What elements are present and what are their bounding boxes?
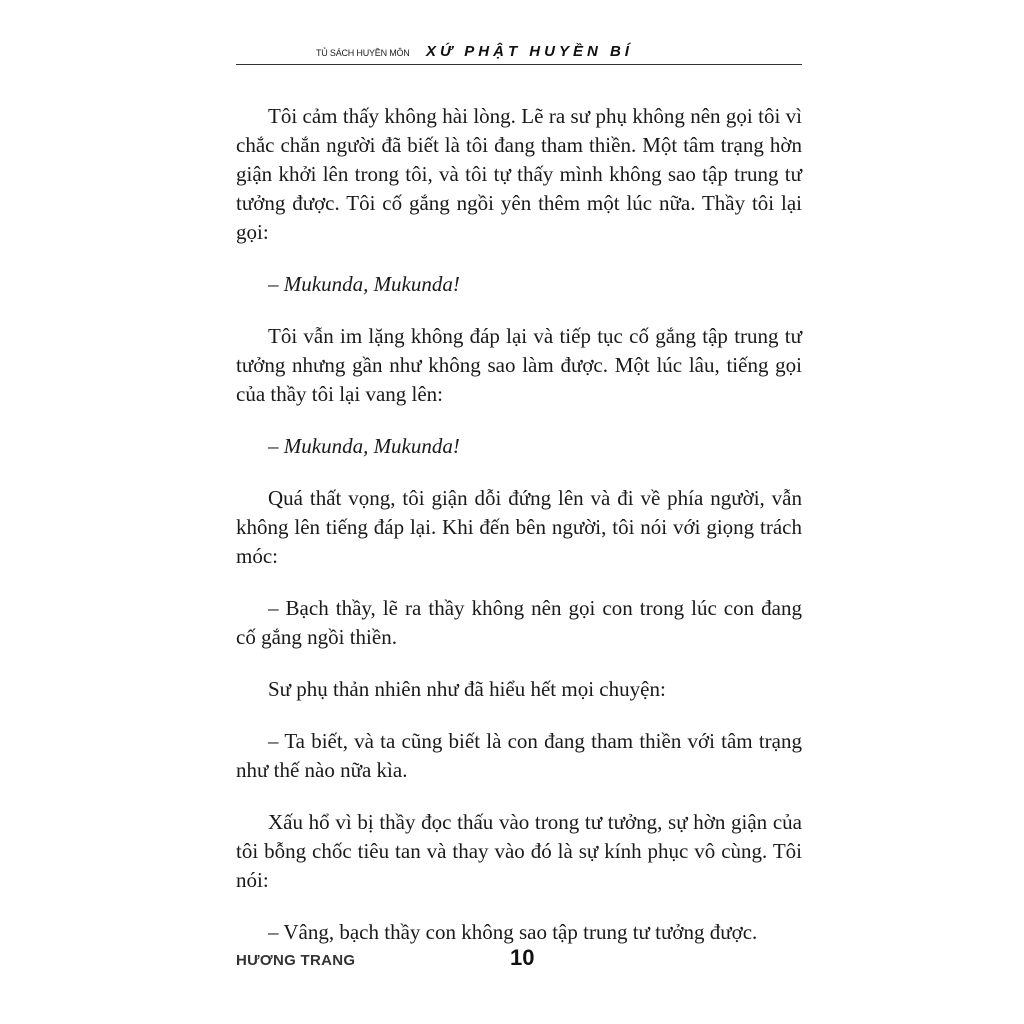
paragraph: – Bạch thầy, lẽ ra thầy không nên gọi con trong lúc con đang cố gắng ngồi thiền. [236, 596, 802, 649]
paragraph: Quá thất vọng, tôi giận dỗi đứng lên và đi về phía người, vẫn không lên tiếng đáp lại. Khi đến bên người, tôi nói với giọng trách móc: [236, 486, 802, 568]
paragraph: Tôi vẫn im lặng không đáp lại và tiếp tục cố gắng tập trung tư tưởng nhưng gần như không sao làm được. Một lúc lâu, tiếng gọi của thầy tôi lại vang lên: [236, 324, 802, 406]
page-number: 10 [510, 945, 535, 970]
paragraph: – Mukunda, Mukunda! [268, 272, 460, 296]
paragraph: – Mukunda, Mukunda! [268, 434, 460, 458]
paragraph: – Ta biết, và ta cũng biết là con đang tham thiền với tâm trạng như thế nào nữa kìa. [236, 729, 802, 782]
paragraph: – Vâng, bạch thầy con không sao tập trung tư tưởng được. [268, 920, 758, 944]
body-text [236, 102, 802, 970]
paragraph: Xấu hổ vì bị thầy đọc thấu vào trong tư tưởng, sự hờn giận của tôi bỗng chốc tiêu tan và thay vào đó là sự kính phục vô cùng. Tôi nói: [236, 810, 802, 892]
series-name: TỦ SÁCH HUYỀN MÔN [316, 48, 410, 58]
paragraph: Tôi cảm thấy không hài lòng. Lẽ ra sư phụ không nên gọi tôi vì chắc chắn người đã biết là tôi đang tham thiền. Một tâm trạng hờn giận khởi lên trong tôi, và tôi tự thấy mình không sao tập trung tư tưởng được. Tôi cố gắng ngồi yên thêm một lúc nữa. Thầy tôi lại gọi: [236, 104, 802, 244]
paragraph: Sư phụ thản nhiên như đã hiểu hết mọi chuyện: [268, 677, 666, 701]
running-header [236, 40, 802, 65]
book-title: XỨ PHẬT HUYỀN BÍ [426, 43, 633, 60]
publisher-name: HƯƠNG TRANG [236, 952, 356, 969]
